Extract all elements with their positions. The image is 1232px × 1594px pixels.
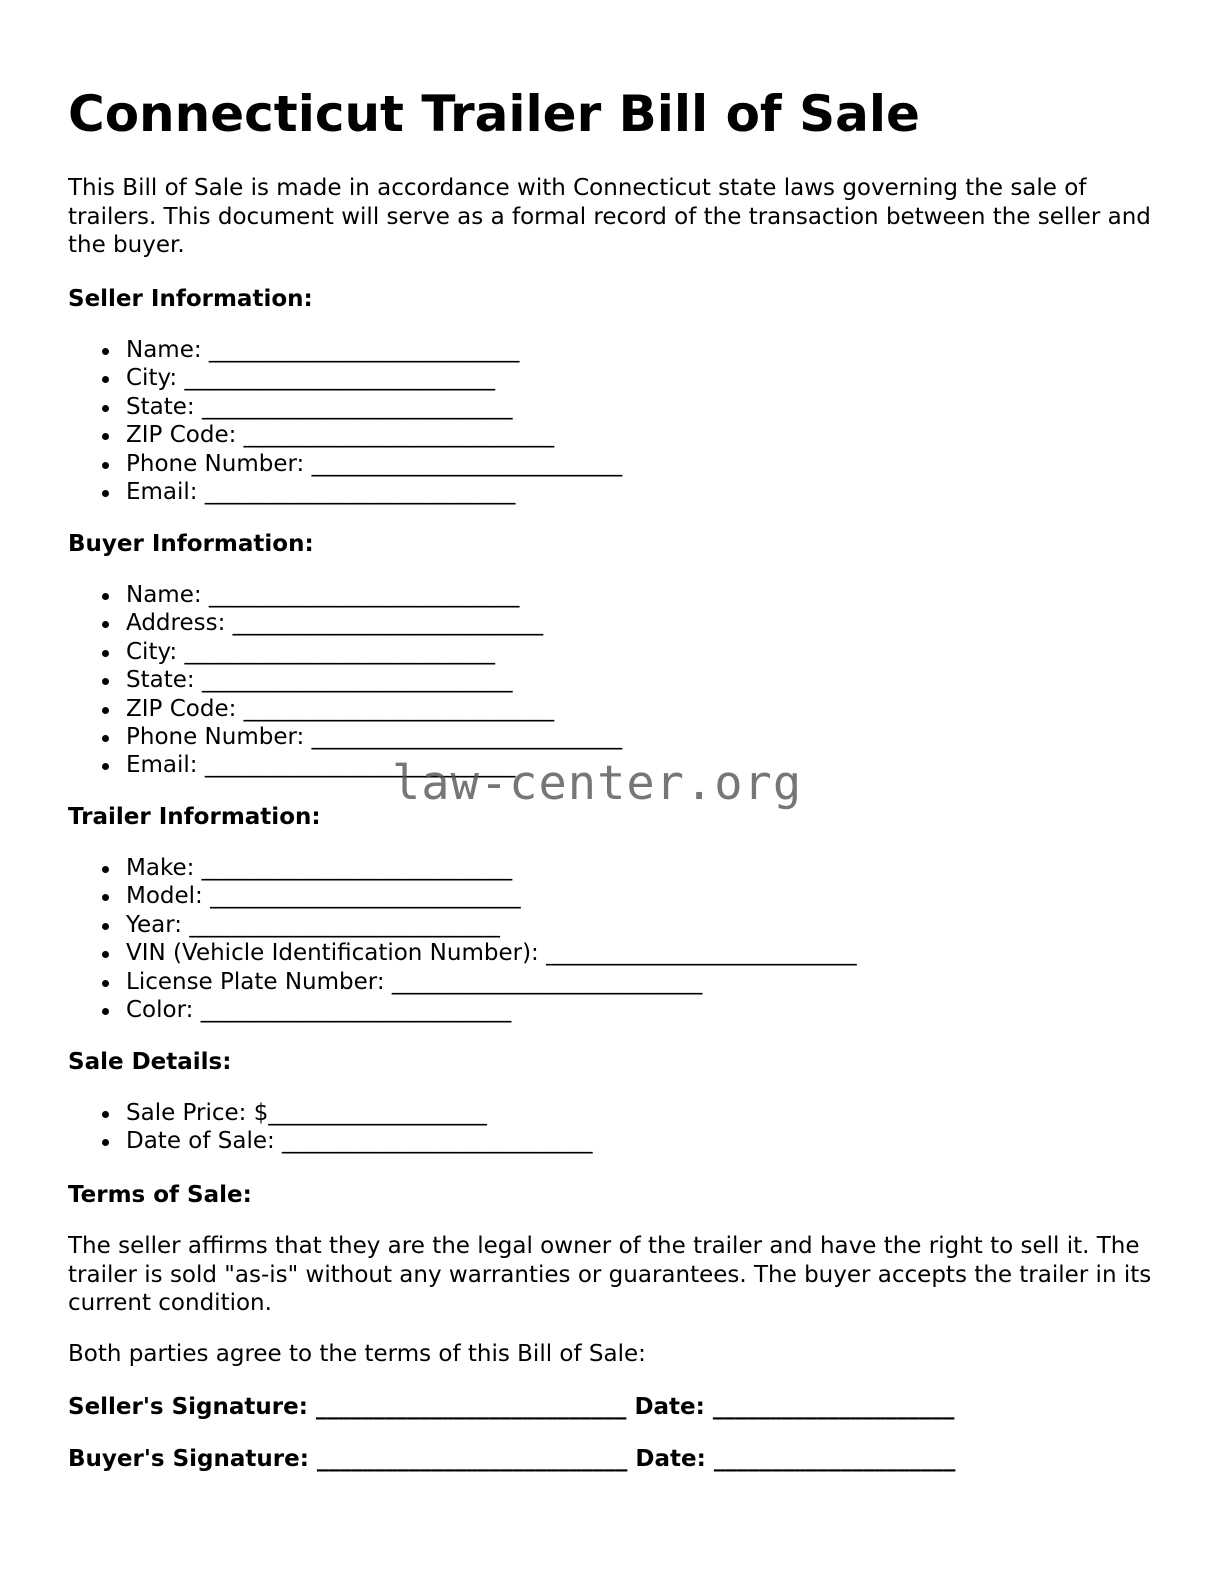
trailer-vin-field: VIN (Vehicle Identification Number): ___________________________: [68, 939, 857, 967]
seller-state-field: State: ___________________________: [68, 393, 622, 421]
terms-heading: Terms of Sale:: [68, 1182, 252, 1208]
buyer-phone-field: Phone Number: ___________________________: [68, 723, 622, 751]
seller-city-field: City: ___________________________: [68, 364, 622, 392]
seller-info-list: [68, 336, 622, 506]
buyer-city-field: City: ___________________________: [68, 638, 622, 666]
seller-signature-line: Seller's Signature: ___________________________ Date: _____________________: [68, 1394, 955, 1420]
seller-email-field: Email: ___________________________: [68, 478, 622, 506]
seller-phone-field: Phone Number: ___________________________: [68, 450, 622, 478]
page-title: Connecticut Trailer Bill of Sale: [68, 85, 920, 143]
buyer-state-field: State: ___________________________: [68, 666, 622, 694]
seller-info-heading: Seller Information:: [68, 286, 313, 312]
terms-paragraph: The seller affirms that they are the legal owner of the trailer and have the right to sell it. The trailer is sold "as-is" without any warranties or guarantees. The buyer accepts the trailer in its current condition.: [68, 1233, 1152, 1317]
buyer-info-heading: Buyer Information:: [68, 531, 314, 557]
trailer-model-field: Model: ___________________________: [68, 882, 857, 910]
buyer-email-field: Email: ___________________________: [68, 751, 622, 779]
trailer-info-heading: Trailer Information:: [68, 804, 321, 830]
sale-details-heading: Sale Details:: [68, 1049, 232, 1075]
trailer-year-field: Year: ___________________________: [68, 911, 857, 939]
sale-price-field: Sale Price: $___________________: [68, 1099, 593, 1127]
seller-name-field: Name: ___________________________: [68, 336, 622, 364]
trailer-make-field: Make: ___________________________: [68, 854, 857, 882]
intro-paragraph: This Bill of Sale is made in accordance with Connecticut state laws governing the sale of trailers. This document will serve as a formal record of the transaction between the seller and the buyer.: [68, 175, 1151, 259]
sale-details-list: [68, 1099, 593, 1156]
watermark: law-center.org: [392, 756, 803, 811]
buyer-name-field: Name: ___________________________: [68, 581, 622, 609]
sale-date-field: Date of Sale: ___________________________: [68, 1127, 593, 1155]
trailer-info-list: [68, 854, 857, 1024]
agreement-statement: Both parties agree to the terms of this Bill of Sale:: [68, 1341, 646, 1367]
buyer-info-list: [68, 581, 622, 780]
seller-zip-field: ZIP Code: ___________________________: [68, 421, 622, 449]
trailer-color-field: Color: ___________________________: [68, 996, 857, 1024]
buyer-address-field: Address: ___________________________: [68, 609, 622, 637]
trailer-plate-field: License Plate Number: ___________________________: [68, 968, 857, 996]
buyer-zip-field: ZIP Code: ___________________________: [68, 695, 622, 723]
buyer-signature-line: Buyer's Signature: ___________________________ Date: _____________________: [68, 1446, 956, 1472]
